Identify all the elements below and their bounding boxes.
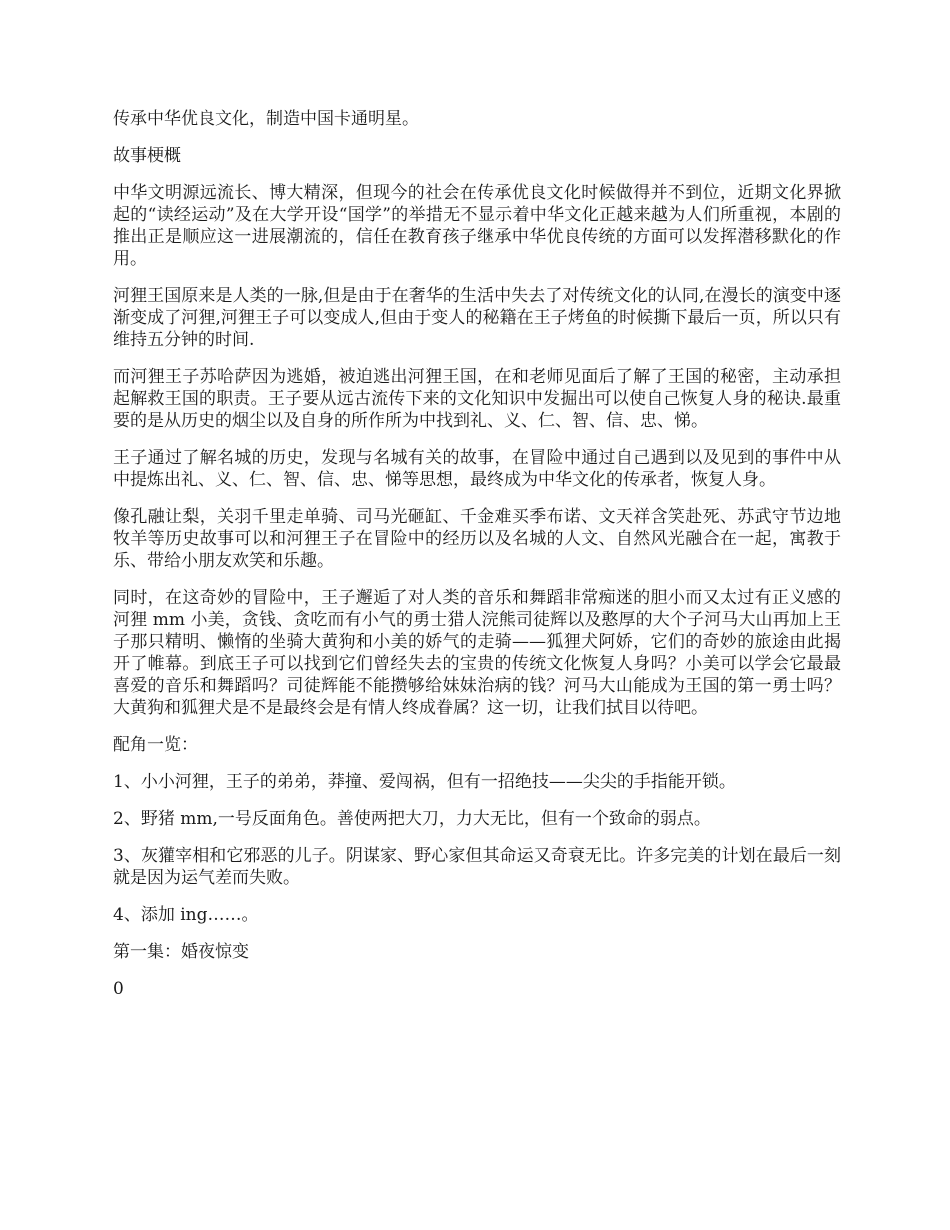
synopsis-paragraph: 中华文明源远流长、博大精深，但现今的社会在传承优良文化时候做得并不到位，近期文化界掀起的“读经运动”及在大学开设“国学”的举措无不显示着中华文化正越来越为人们所重视，本剧的推出正是顺应这一进展潮流的，信任在教育孩子继承中华优良传统的方面可以发挥潜移默化的作用。	[113, 183, 841, 269]
role-list-item: 3、灰獾宰相和它邪恶的儿子。阴谋家、野心家但其命运又奇衰无比。许多完美的计划在最后一刻就是因为运气差而失败。	[113, 846, 841, 888]
page-number: 0	[113, 979, 124, 999]
episode-title: 第一集：婚夜惊变	[113, 942, 249, 962]
section-heading-synopsis: 故事梗概	[113, 146, 181, 166]
synopsis-paragraph: 王子通过了解名城的历史，发现与名城有关的故事，在冒险中通过自己遇到以及见到的事件中从中提炼出礼、义、仁、智、信、忠、悌等思想，最终成为中华文化的传承者，恢复人身。	[113, 448, 841, 490]
slogan: 传承中华优良文化，制造中国卡通明星。	[113, 109, 419, 129]
synopsis-paragraph: 像孔融让梨，关羽千里走单骑、司马光砸缸、千金难买季布诺、文天祥含笑赴死、苏武守节边地牧羊等历史故事可以和河狸王子在冒险中的经历以及名城的人文、自然风光融合在一起，寓教于乐、带给小朋友欢笑和乐趣。	[113, 507, 841, 571]
synopsis-paragraph: 河狸王国原来是人类的一脉,但是由于在奢华的生活中失去了对传统文化的认同,在漫长的演变中逐渐变成了河狸,河狸王子可以变成人,但由于变人的秘籍在王子烤鱼的时候撕下最后一页，所以只有维持五分钟的时间.	[113, 286, 841, 350]
role-list-item: 4、添加 ing……。	[113, 905, 259, 925]
role-list-item: 1、小小河狸，王子的弟弟，莽撞、爱闯祸，但有一招绝技——尖尖的手指能开锁。	[113, 772, 736, 792]
synopsis-paragraph: 而河狸王子苏哈萨因为逃婚，被迫逃出河狸王国，在和老师见面后了解了王国的秘密，主动承担起解救王国的职责。王子要从远古流传下来的文化知识中发掘出可以使自己恢复人身的秘诀.最重要的是从历史的烟尘以及自身的所作所为中找到礼、义、仁、智、信、忠、悌。	[113, 367, 841, 431]
section-heading-supporting-roles: 配角一览：	[113, 735, 198, 755]
document-page	[113, 108, 841, 1015]
role-list-item: 2、野猪 mm,一号反面角色。善使两把大刀，力大无比，但有一个致命的弱点。	[113, 809, 711, 829]
synopsis-paragraph: 同时，在这奇妙的冒险中，王子邂逅了对人类的音乐和舞蹈非常痴迷的胆小而又太过有正义感的河狸 mm 小美，贪钱、贪吃而有小气的勇士猎人浣熊司徒辉以及憨厚的大个子河马大山再加上王子那只精明、懒惰的坐骑大黄狗和小美的娇气的走骑——狐狸犬阿娇，它们的奇妙的旅途由此揭开了帷幕。到底王子可以找到它们曾经失去的宝贵的传统文化恢复人身吗？小美可以学会它最最喜爱的音乐和舞蹈吗？司徒辉能不能攒够给妹妹治病的钱？河马大山能成为王国的第一勇士吗？大黄狗和狐狸犬是不是最终会是有情人终成眷属？这一切，让我们拭目以待吧。	[113, 588, 841, 718]
